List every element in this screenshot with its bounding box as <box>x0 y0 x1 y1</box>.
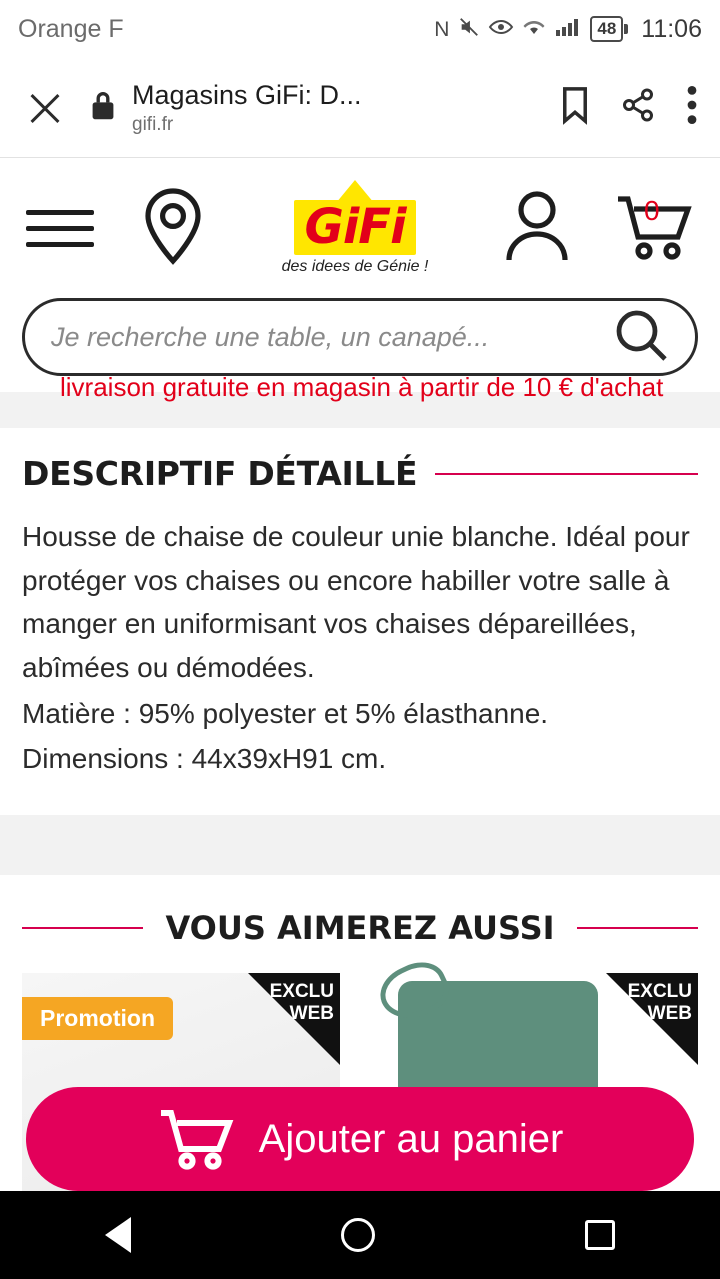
status-bar <box>0 0 720 58</box>
search-icon[interactable] <box>613 307 669 368</box>
search-box[interactable] <box>22 298 698 376</box>
cart-count-badge: 0 <box>644 194 660 226</box>
hamburger-line <box>26 242 94 247</box>
bookmark-icon[interactable] <box>560 86 590 129</box>
nfc-icon: N <box>434 17 450 41</box>
suggestions-header <box>22 909 698 947</box>
exclu-web-label <box>628 981 692 1025</box>
search-input[interactable] <box>51 322 613 353</box>
shipping-banner-text: livraison gratuite en magasin à partir de 10 € d'achat <box>60 372 664 402</box>
mute-icon <box>458 16 480 42</box>
section-divider <box>0 815 720 875</box>
status-icons <box>434 15 702 44</box>
add-to-cart-button[interactable] <box>26 1087 694 1191</box>
logo-slogan: des idees de Génie ! <box>281 258 429 276</box>
account-icon[interactable] <box>506 190 568 267</box>
promotion-badge: Promotion <box>22 997 173 1040</box>
page-host: gifi.fr <box>132 113 174 135</box>
site-header <box>0 158 720 298</box>
description-paragraph: Dimensions : 44x39xH91 cm. <box>22 743 387 775</box>
exclu-web-label <box>270 981 334 1025</box>
description-section <box>0 428 720 781</box>
add-to-cart-label: Ajouter au panier <box>258 1116 564 1161</box>
home-icon[interactable] <box>341 1218 375 1252</box>
suggestions-rule-left <box>22 927 143 929</box>
description-paragraph: Housse de chaise de couleur unie blanche. Idéal pour protéger vos chaises ou encore habiller votre salle à manger en uniformisant vos chaises dépareillées, abîmées ou démodées. <box>22 521 690 684</box>
exclu-web-line1: EXCLU <box>269 981 334 1003</box>
title-rule <box>435 473 698 475</box>
hamburger-icon[interactable] <box>26 199 94 258</box>
section-title: DESCRIPTIF DÉTAILLÉ <box>22 454 418 493</box>
signal-icon <box>555 18 581 40</box>
description-body <box>22 515 698 781</box>
carrier-label: Orange F <box>18 14 124 43</box>
product-image <box>398 981 598 1101</box>
close-icon[interactable] <box>22 85 68 131</box>
cart-icon <box>157 1107 233 1172</box>
exclu-web-line2: WEB <box>647 1002 692 1024</box>
suggestions-rule-right <box>577 927 698 929</box>
hamburger-line <box>26 210 94 215</box>
description-paragraph: Matière : 95% polyester et 5% élasthanne. <box>22 697 549 729</box>
exclu-web-line2: WEB <box>289 1002 334 1024</box>
battery-nub <box>624 24 628 34</box>
logo-text: GiFi <box>304 198 406 255</box>
overflow-menu-icon[interactable] <box>686 86 698 129</box>
map-pin-icon[interactable] <box>142 187 204 270</box>
wifi-icon <box>522 18 546 40</box>
battery-level: 48 <box>590 16 623 42</box>
description-header <box>22 454 698 493</box>
clock-label: 11:06 <box>641 14 702 43</box>
gifi-logo[interactable] <box>204 180 506 276</box>
lock-icon <box>90 89 116 126</box>
page-title: Magasins GiFi: D... <box>132 79 362 110</box>
browser-actions <box>560 86 698 129</box>
exclu-web-line1: EXCLU <box>627 981 692 1003</box>
logo-plate <box>294 200 415 255</box>
browser-toolbar <box>0 58 720 158</box>
share-icon[interactable] <box>620 87 656 128</box>
shipping-banner-clipped <box>0 372 720 428</box>
eye-icon <box>489 18 513 40</box>
recents-icon[interactable] <box>585 1220 615 1250</box>
suggestions-title: VOUS AIMEREZ AUSSI <box>165 909 555 948</box>
android-nav-bar <box>0 1191 720 1279</box>
back-icon[interactable] <box>105 1217 131 1253</box>
battery-icon <box>590 16 628 42</box>
add-to-cart-bar <box>0 1087 720 1191</box>
address-block[interactable] <box>132 80 546 136</box>
cart-icon[interactable] <box>614 193 694 264</box>
hamburger-line <box>26 226 94 231</box>
